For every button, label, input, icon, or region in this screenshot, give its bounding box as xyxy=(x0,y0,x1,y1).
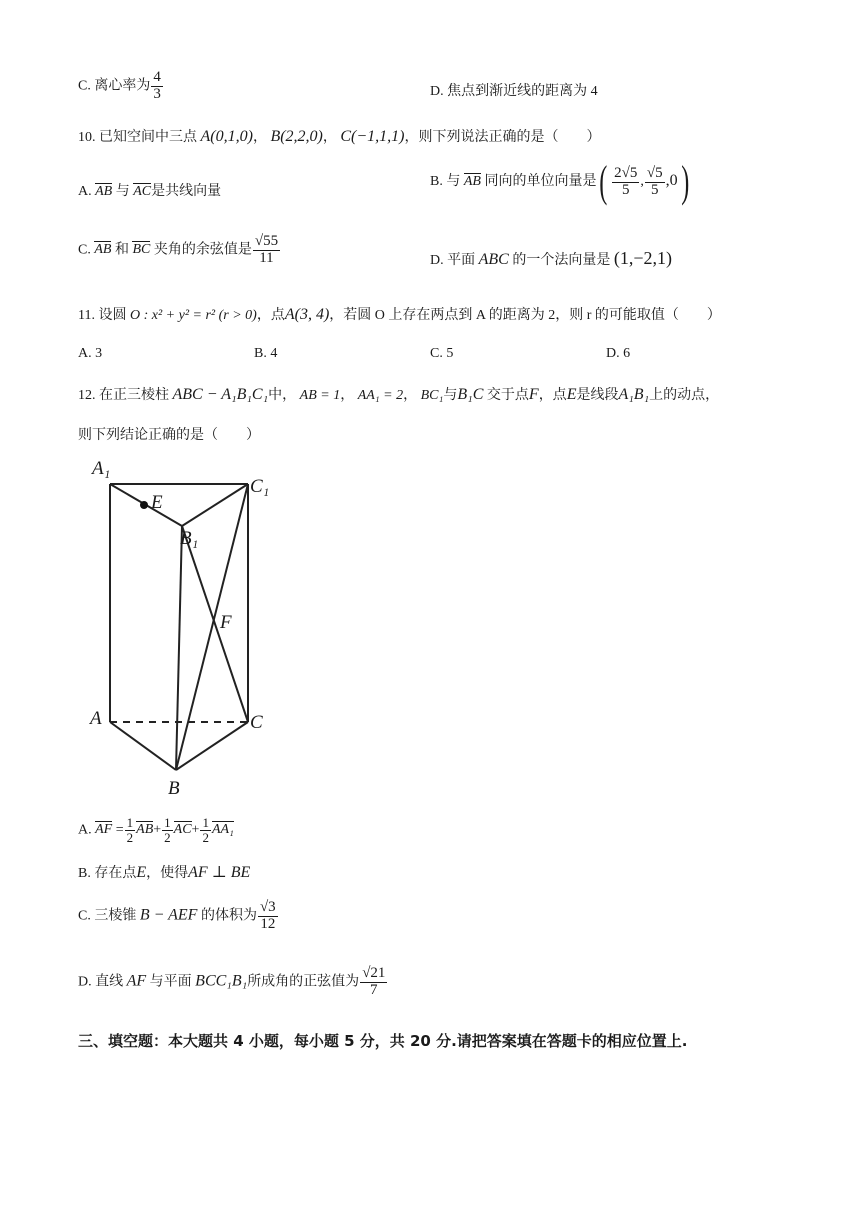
edge-ab xyxy=(110,722,176,770)
fraction xyxy=(258,900,278,933)
stem-text: ，若圆 O 上存在两点到 A 的距离为 2，则 r 的可能取值（ ） xyxy=(329,308,721,323)
plane-abc: ABC xyxy=(478,251,509,268)
segment-bc1: BC₁ xyxy=(420,388,444,403)
vector-aa1: AA₁ xyxy=(211,822,234,838)
stem-text: 上的动点， xyxy=(649,388,720,403)
q12-option-b xyxy=(78,862,250,882)
denominator: 12 xyxy=(260,915,276,932)
q9-option-c xyxy=(78,70,164,103)
denominator: 11 xyxy=(259,249,274,266)
stem-text: 在正三棱柱 xyxy=(99,388,169,403)
segment-b1c: B₁C xyxy=(457,386,484,403)
plus: + xyxy=(153,822,162,838)
point-e: E xyxy=(566,386,577,403)
numerator: 2√5 xyxy=(614,164,638,181)
option-label: D. xyxy=(430,84,444,99)
stem-text: 交于点 xyxy=(486,388,529,403)
stem-text: ，点 xyxy=(538,388,567,403)
segment-a1b1: A₁B₁ xyxy=(618,386,650,403)
point-f: F xyxy=(528,386,539,403)
q10-option-d xyxy=(430,248,672,269)
label-c: C xyxy=(250,712,263,733)
tetrahedron: B − AEF xyxy=(139,906,198,924)
condition: (r > 0) xyxy=(218,308,257,323)
point-b: B(2,2,0) xyxy=(270,128,323,145)
prism-name: ABC − A₁B₁C₁ xyxy=(172,386,269,403)
connector: 和 xyxy=(114,242,129,258)
point-e: E xyxy=(136,864,147,881)
option-text: 的体积为 xyxy=(200,908,257,924)
stem-text: 中， xyxy=(268,388,297,403)
q11-option-a: A. 3 xyxy=(78,346,103,361)
point-e-dot xyxy=(140,501,148,509)
stem-text: 是线段 xyxy=(576,388,619,403)
fraction xyxy=(645,166,665,199)
q10-option-c xyxy=(78,234,281,267)
stem-text: 已知空间中三点 xyxy=(99,130,197,145)
vector-bc: BC xyxy=(132,242,151,258)
label-c1: C₁ xyxy=(250,476,270,497)
option-text: 直线 xyxy=(95,974,124,990)
q11-stem xyxy=(78,304,721,324)
separator: ， xyxy=(252,130,267,145)
numerator: 4 xyxy=(153,69,161,85)
stem-text: ，点 xyxy=(256,308,285,323)
option-label: C. xyxy=(78,908,91,924)
fraction xyxy=(360,966,387,999)
fraction xyxy=(200,816,211,844)
denominator: 2 xyxy=(202,829,209,845)
option-text: 焦点到渐近线的距离为 4 xyxy=(447,84,598,99)
fraction xyxy=(253,234,280,267)
denominator: 2 xyxy=(126,829,134,845)
numerator: √21 xyxy=(362,965,386,981)
vector-ab: AB xyxy=(95,184,113,199)
plane-bcc1b1: BCC₁B₁ xyxy=(195,972,248,990)
vector-ab: AB xyxy=(94,242,112,258)
option-text: 是共线向量 xyxy=(151,184,222,199)
q11-option-b: B. 4 xyxy=(254,346,278,361)
q10-stem xyxy=(78,126,601,146)
connector: 与 xyxy=(446,174,461,190)
numerator: √5 xyxy=(646,164,663,181)
diagonal-b1c xyxy=(182,526,248,722)
equals: = xyxy=(115,822,124,838)
label-a1: A₁ xyxy=(92,458,111,479)
label-b: B xyxy=(168,778,180,799)
connector: 与 xyxy=(115,184,130,199)
numerator: 1 xyxy=(164,815,171,830)
option-text: ，使得 xyxy=(146,866,189,881)
perpendicular-relation: AF ⊥ BE xyxy=(188,864,251,881)
q9-option-d xyxy=(430,80,598,100)
q12-option-d xyxy=(78,966,388,999)
vector-af: AF xyxy=(95,822,113,838)
option-text: 离心率为 xyxy=(94,78,151,94)
option-text: 夹角的余弦值是 xyxy=(153,242,252,258)
option-text: 与平面 xyxy=(149,974,192,990)
q12-stem: 12. 在正三棱柱 ABC − A₁B₁C₁中， AB = 1， AA₁ = 2， BC₁与B₁C 交于点F，点E是线段A₁B₁上的动点， xyxy=(78,386,720,403)
fraction xyxy=(162,816,173,844)
length-aa1: AA₁ = 2 xyxy=(357,388,404,403)
length-ab: AB = 1 xyxy=(299,388,341,403)
q12-option-a xyxy=(78,816,234,844)
numerator: √3 xyxy=(259,899,276,915)
option-text: 同向的单位向量是 xyxy=(484,174,597,190)
denominator: 5 xyxy=(650,181,659,198)
denominator: 5 xyxy=(621,181,630,198)
option-label: C. xyxy=(78,78,91,94)
q11-option-c: C. 5 xyxy=(430,346,454,361)
question-number: 10. xyxy=(78,130,96,145)
separator: ， xyxy=(322,130,337,145)
option-text: 平面 xyxy=(447,253,476,268)
option-text: 三棱锥 xyxy=(94,908,137,924)
tail: ,0 xyxy=(665,172,678,190)
point-a: A(3, 4) xyxy=(284,306,330,323)
fraction xyxy=(151,70,163,103)
edge-bb1 xyxy=(176,526,182,770)
stem-text: ，则下列说法正确的是（ ） xyxy=(404,130,601,145)
diagonal-bc1 xyxy=(176,484,248,770)
numerator: 1 xyxy=(126,815,134,830)
label-b1: B₁ xyxy=(180,528,199,549)
q10-option-b: B. 与 AB 同向的单位向量是( $\frac{2√5}{5}$ , $\frac{√5}{5}$ ,0) xyxy=(430,157,689,206)
numerator: 1 xyxy=(202,815,209,830)
option-label: B. xyxy=(430,174,443,190)
circle-equation: O : x² + y² = r² xyxy=(129,308,216,323)
right-paren: ) xyxy=(680,157,689,206)
question-number: 12. xyxy=(78,388,96,403)
vector-ab: AB xyxy=(463,174,481,190)
option-label: D. xyxy=(430,253,444,268)
denominator: 2 xyxy=(164,829,171,845)
label-f: F xyxy=(220,612,232,633)
option-label: C. xyxy=(78,242,91,258)
fraction xyxy=(125,816,136,844)
option-label: D. xyxy=(78,974,92,990)
q11-option-d: D. 6 xyxy=(606,346,631,361)
question-number: 11. xyxy=(78,308,95,323)
q10-option-a xyxy=(78,180,221,200)
option-label: A. xyxy=(78,822,92,838)
stem-text: 设圆 xyxy=(98,308,127,323)
q12-option-c xyxy=(78,900,279,933)
numerator: √55 xyxy=(254,233,279,249)
vector-ac: AC xyxy=(133,184,152,199)
option-text: 的一个法向量是 xyxy=(512,253,611,268)
section-heading: 三、填空题：本大题共 4 小题，每小题 5 分，共 20 分.请把答案填在答题卡的相应位置上. xyxy=(78,1032,688,1050)
point-c: C(−1,1,1) xyxy=(340,128,405,145)
connector: 与 xyxy=(443,388,458,403)
option-label: A. xyxy=(78,184,92,199)
q12-stem-line2: 则下列结论正确的是（ ） xyxy=(78,428,260,443)
option-label: B. xyxy=(78,866,91,881)
denominator: 7 xyxy=(370,981,378,998)
option-text: 所成角的正弦值为 xyxy=(247,974,360,990)
vector-ab: AB xyxy=(136,822,154,838)
point-a: A(0,1,0) xyxy=(200,128,253,145)
fraction xyxy=(612,166,639,199)
option-text: 存在点 xyxy=(94,866,137,881)
denominator: 3 xyxy=(153,85,161,102)
plus: + xyxy=(191,822,200,838)
normal-vector: (1,−2,1) xyxy=(613,248,672,268)
line-af: AF xyxy=(126,972,147,990)
prism-figure xyxy=(84,452,284,802)
left-paren: ( xyxy=(599,157,608,206)
vector-ac: AC xyxy=(173,822,192,838)
label-a: A xyxy=(90,708,102,729)
label-e: E xyxy=(151,492,163,513)
